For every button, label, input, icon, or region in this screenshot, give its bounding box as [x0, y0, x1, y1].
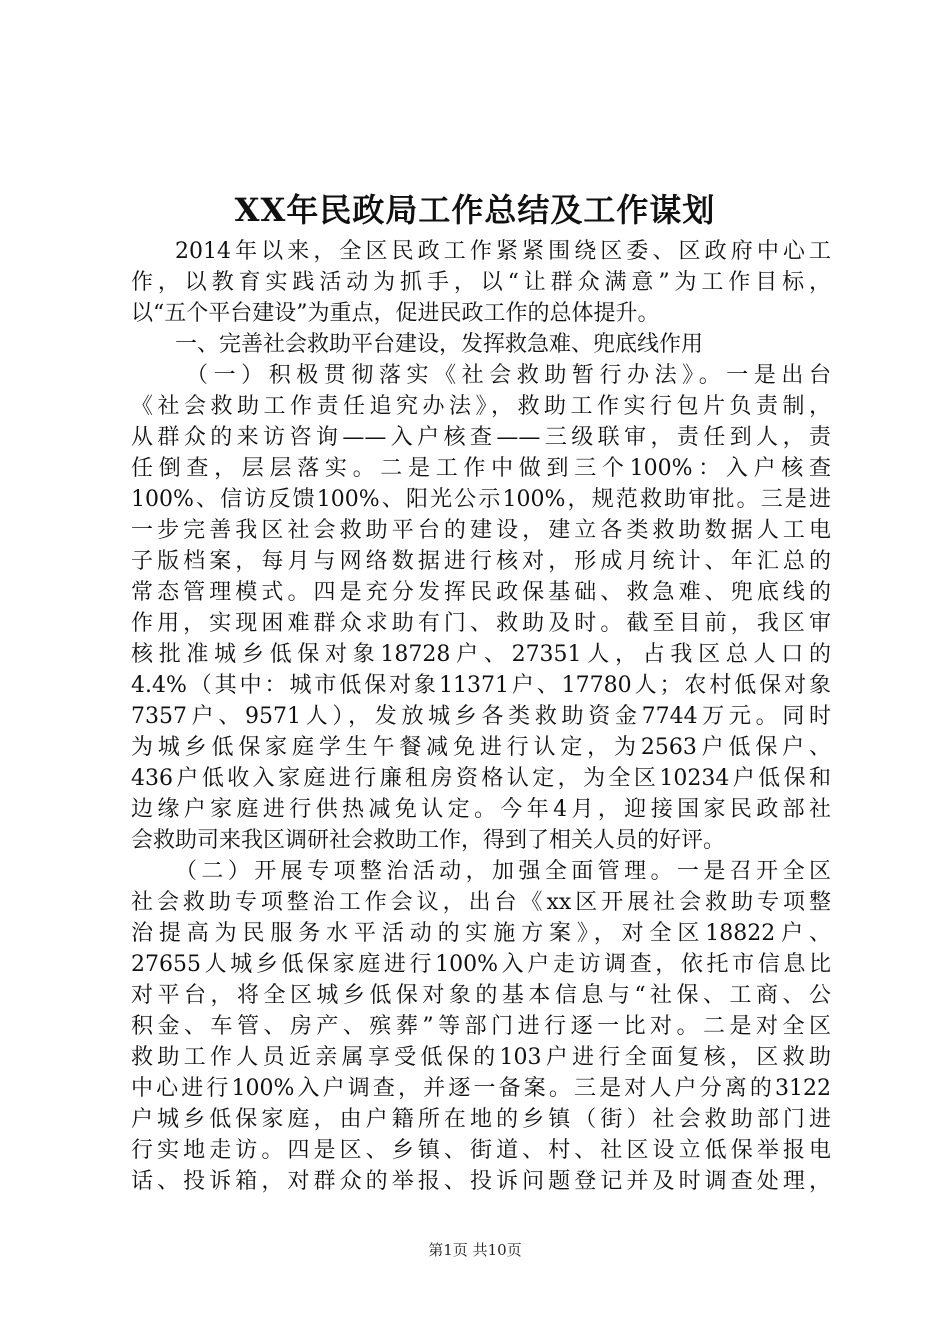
body-line: 对平台，将全区城乡低保对象的基本信息与“社保、工商、公 [131, 983, 831, 1008]
body-line: 话、投诉箱，对群众的举报、投诉问题登记并及时调查处理， [131, 1169, 831, 1194]
body-line: 100%、信访反馈100%、阳光公示100%，规范救助审批。三是进 [131, 487, 831, 512]
body-line: 436户低收入家庭进行廉租房资格认定，为全区10234户低保和 [131, 766, 831, 791]
body-line: 一、完善社会救助平台建设，发挥救急难、兜底线作用 [175, 332, 704, 357]
body-line: 作，以教育实践活动为抓手，以“让群众满意”为工作目标， [131, 270, 831, 295]
body-line: 核批准城乡低保对象18728户、27351人，占我区总人口的 [131, 642, 831, 667]
body-line: 2014年以来，全区民政工作紧紧围绕区委、区政府中心工 [175, 239, 831, 264]
body-line: 行实地走访。四是区、乡镇、街道、村、社区设立低保举报电 [131, 1138, 831, 1163]
body-line: （二）开展专项整治活动，加强全面管理。一是召开全区 [175, 859, 831, 884]
body-line: （一）积极贯彻落实《社会救助暂行办法》。一是出台 [186, 363, 831, 388]
document-title: XX年民政局工作总结及工作谋划 [234, 191, 716, 229]
body-line: 积金、车管、房产、殡葬”等部门进行逐一比对。二是对全区 [131, 1014, 831, 1039]
body-line: 救助工作人员近亲属享受低保的103户进行全面复核，区救助 [131, 1045, 831, 1070]
body-line: 7357户、9571人），发放城乡各类救助资金7744万元。同时 [131, 704, 831, 729]
body-line: 任倒查，层层落实。二是工作中做到三个100%：入户核查 [131, 456, 831, 481]
body-line: 以“五个平台建设”为重点，促进民政工作的总体提升。 [131, 301, 660, 326]
body-line: 27655人城乡低保家庭进行100%入户走访调查，依托市信息比 [131, 952, 831, 977]
body-line: 中心进行100%入户调查，并逐一备案。三是对人户分离的3122 [131, 1076, 831, 1101]
body-line: 治提高为民服务水平活动的实施方案》，对全区18822户、 [131, 921, 831, 946]
body-line: 作用，实现困难群众求助有门、救助及时。截至目前，我区审 [131, 611, 831, 636]
body-line: 社会救助专项整治工作会议，出台《xx区开展社会救助专项整 [131, 890, 831, 915]
body-line: 从群众的来访咨询——入户核查——三级联审，责任到人，责 [131, 425, 831, 450]
document-body [131, 236, 831, 1197]
body-line: 户城乡低保家庭，由户籍所在地的乡镇（街）社会救助部门进 [131, 1107, 831, 1132]
page-footer: 第1页 共10页 [428, 1241, 522, 1259]
body-line: 一步完善我区社会救助平台的建设，建立各类救助数据人工电 [131, 518, 831, 543]
body-line: 常态管理模式。四是充分发挥民政保基础、救急难、兜底线的 [131, 580, 831, 605]
body-line: 边缘户家庭进行供热减免认定。今年4月，迎接国家民政部社 [131, 797, 831, 822]
body-line: 子版档案，每月与网络数据进行核对，形成月统计、年汇总的 [131, 549, 831, 574]
body-line: 会救助司来我区调研社会救助工作，得到了相关人员的好评。 [131, 828, 726, 853]
body-line: 4.4%（其中：城市低保对象11371户、17780人；农村低保对象 [131, 673, 831, 698]
body-line: 《社会救助工作责任追究办法》，救助工作实行包片负责制， [131, 394, 831, 419]
body-line: 为城乡低保家庭学生午餐减免进行认定，为2563户低保户、 [131, 735, 831, 760]
